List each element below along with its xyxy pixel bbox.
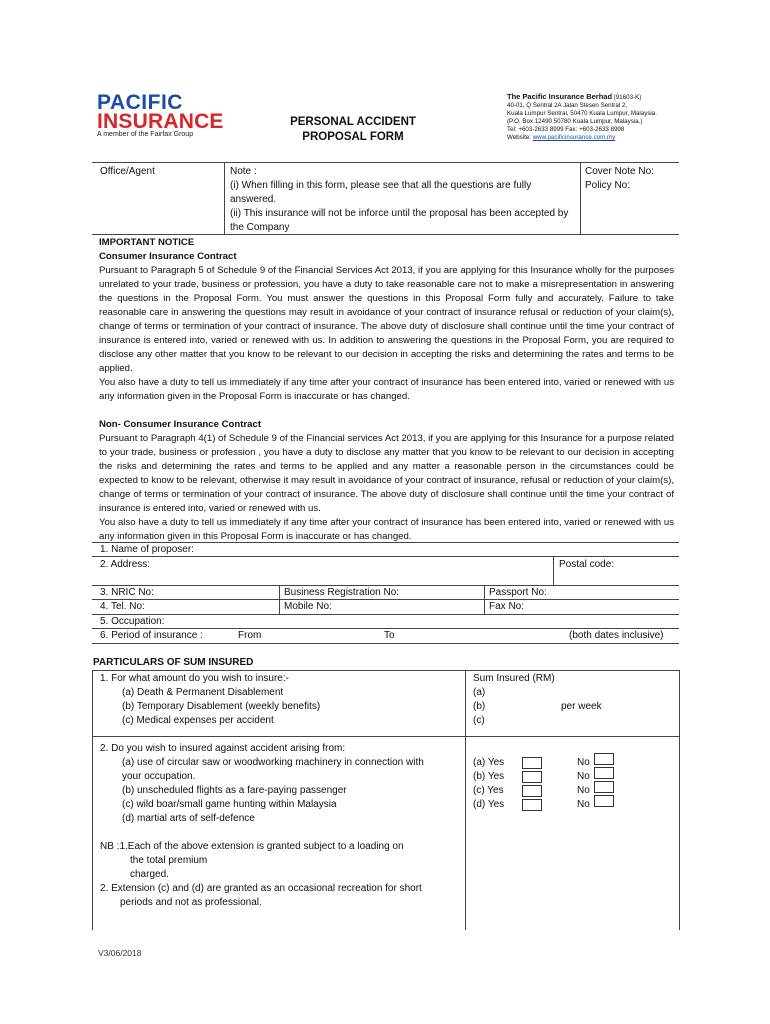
office-agent-label: Office/Agent (100, 166, 155, 177)
website-label: Website: (507, 134, 531, 141)
note-block (230, 165, 570, 235)
divider (92, 736, 679, 737)
q1b-label: (b) Temporary Disablement (weekly benefits) (122, 701, 321, 712)
nonconsumer-heading: Non- Consumer Insurance Contract (99, 419, 262, 430)
nb1-line3: charged. (130, 869, 169, 880)
title-line1: PERSONAL ACCIDENT (290, 116, 416, 128)
no-b-label: No (577, 771, 590, 782)
consumer-text: Pursuant to Paragraph 5 of Schedule 9 of the Financial Services Act 2013, if you are applying for this Insurance wholly for the purposes unrelated to your trade, business or profession, you have a duty to take reasonable care not to make a misrepresentation in answering the questions in the Proposal Form. You must answer the questions in this Proposal Form fully and accurately. Failure to take reasonable care in answering the questions may result in avoidance of your contract of insurance refusal or reduction of your claim(s), change of terms or termination of your contract of insurance. The above duty of disclosure shall continue until the time your contract of insurance is entered into, varied or renewed with us. In addition to answering the questions in the Proposal Form, you are required to disclose any other matter that you know to be relevant to our decision in accepting the risks and determining the rates and terms to be applied. (99, 265, 674, 374)
both-dates-label: (both dates inclusive) (569, 630, 664, 641)
q2c-label: (c) wild boar/small game hunting within Malaysia (122, 799, 337, 810)
fax-label: Fax No: (489, 601, 525, 612)
note-title: Note : (230, 166, 257, 177)
no-b-checkbox[interactable] (594, 767, 614, 779)
company-name: The Pacific Insurance Berhad (507, 92, 613, 101)
title-line2: PROPOSAL FORM (302, 131, 404, 143)
nb2-line1: 2. Extension (c) and (d) are granted as an occasional recreation for short (100, 883, 422, 894)
company-address-3: (P.O. Box 12490 50780 Kuala Lumpur, Malaysia.) (507, 118, 643, 125)
nonconsumer-text: Pursuant to Paragraph 4(1) of Schedule 9 of the Financial services Act 2013, if you are applying for this Insurance for a purpose related to your trade, business or profession , you have a duty to disclose any matter that you know to be relevant to our decision in accepting the risks and determining the rates and terms to be applied and any matter a reasonable person in the circumstances could be expected to know to be relevant, otherwise it may result in avoidance of your contract of insurance, refusal or reduction of your claim(s), change of terms or termination of your contract of insurance. The above duty of disclosure shall continue until the time your contract of insurance is entered into, varied or renewed with us. (99, 433, 674, 514)
divider (92, 614, 679, 615)
policy-no-label: Policy No: (585, 180, 631, 191)
important-notice (99, 236, 674, 544)
yes-b-label: (b) Yes (473, 771, 505, 782)
divider (465, 670, 466, 930)
tel-label: 4. Tel. No: (100, 601, 145, 612)
divider (92, 556, 679, 557)
nonconsumer-text-2: You also have a duty to tell us immediately if any time after your contract of insurance has been entered into, varied or renewed with us any information given in this Proposal Form is inaccurate or has changed. (99, 517, 674, 542)
period-to-label: To (384, 630, 395, 641)
divider (92, 599, 679, 600)
yes-a-label: (a) Yes (473, 757, 505, 768)
yes-b-checkbox[interactable] (522, 771, 542, 783)
divider (679, 670, 680, 930)
per-week-label: per week (561, 701, 602, 712)
no-d-checkbox[interactable] (594, 795, 614, 807)
q2a-label-cont: your occupation. (122, 771, 196, 782)
q2d-label: (d) martial arts of self-defence (122, 813, 255, 824)
divider (92, 670, 93, 930)
sum-c-label: (c) (473, 715, 485, 726)
company-block (507, 93, 687, 142)
q1a-label: (a) Death & Permanent Disablement (122, 687, 284, 698)
yes-d-label: (d) Yes (473, 799, 505, 810)
nb1-line2: the total premium (130, 855, 208, 866)
proposer-name-label: 1. Name of proposer: (100, 544, 194, 555)
sum-b-label: (b) (473, 701, 486, 712)
q2-label: 2. Do you wish to insured against accident arising from: (100, 743, 346, 754)
no-c-label: No (577, 785, 590, 796)
consumer-heading: Consumer Insurance Contract (99, 251, 237, 262)
q1-label: 1. For what amount do you wish to insure:- (100, 673, 289, 684)
address-label: 2. Address: (100, 559, 151, 570)
company-address-1: 40-01, Q Sentral 2A Jalan Stesen Sentral 2, (507, 102, 628, 109)
passport-label: Passport No: (489, 587, 547, 598)
sum-insured-label: Sum Insured (RM) (473, 673, 555, 684)
q1c-label: (c) Medical expenses per accident (122, 715, 274, 726)
sum-a-label: (a) (473, 687, 486, 698)
business-reg-label: Business Registration No: (284, 587, 400, 598)
note-ii: (ii) This insurance will not be inforce until the proposal has been accepted by the Company (230, 208, 569, 233)
company-phone: Tel: +603-2633 8999 Fax: +603-2633 8998 (507, 126, 625, 133)
period-from-label: From (238, 630, 262, 641)
q2a-label: (a) use of circular saw or woodworking machinery in connection with (122, 757, 424, 768)
divider (92, 670, 679, 671)
consumer-text-2: You also have a duty to tell us immediately if any time after your contract of insurance has been entered into, varied or renewed with us any information given in the Proposal Form is inaccurate or has changed. (99, 377, 674, 402)
company-address-2: Kuala Lumpur Sentral, 50470 Kuala Lumpur, Malaysia. (507, 110, 657, 117)
yes-c-label: (c) Yes (473, 785, 504, 796)
divider (224, 162, 225, 234)
divider (92, 162, 679, 163)
nric-label: 3. NRIC No: (100, 587, 154, 598)
logo-pacific: PACIFIC (97, 91, 183, 114)
yes-a-checkbox[interactable] (522, 757, 542, 769)
no-d-label: No (577, 799, 590, 810)
nb1-line1: NB :1.Each of the above extension is granted subject to a loading on (100, 841, 404, 852)
logo-insurance: INSURANCE (97, 110, 224, 133)
divider (553, 556, 554, 585)
occupation-label: 5. Occupation: (100, 616, 165, 627)
postal-code-label: Postal code: (559, 559, 615, 570)
cover-note-label: Cover Note No: (585, 166, 654, 177)
no-c-checkbox[interactable] (594, 781, 614, 793)
particulars-heading: PARTICULARS OF SUM INSURED (93, 657, 254, 668)
no-a-checkbox[interactable] (594, 753, 614, 765)
form-title (258, 115, 448, 145)
logo-tagline: A member of the Fairfax Group (97, 131, 194, 138)
divider (580, 162, 581, 234)
yes-c-checkbox[interactable] (522, 785, 542, 797)
period-label: 6. Period of insurance : (100, 630, 203, 641)
mobile-label: Mobile No: (284, 601, 332, 612)
yes-d-checkbox[interactable] (522, 799, 542, 811)
note-i: (i) When filling in this form, please see that all the questions are fully answered. (230, 180, 532, 205)
company-reg: (91603-K) (613, 94, 642, 101)
q2b-label: (b) unscheduled flights as a fare-paying passenger (122, 785, 347, 796)
notice-heading: IMPORTANT NOTICE (99, 237, 195, 248)
website-link[interactable]: www.pacificinsurance.com.my (532, 134, 616, 141)
version-label: V3/06/2018 (98, 948, 142, 958)
nb2-line2: periods and not as professional. (120, 897, 262, 908)
no-a-label: No (577, 757, 590, 768)
divider (92, 643, 679, 644)
